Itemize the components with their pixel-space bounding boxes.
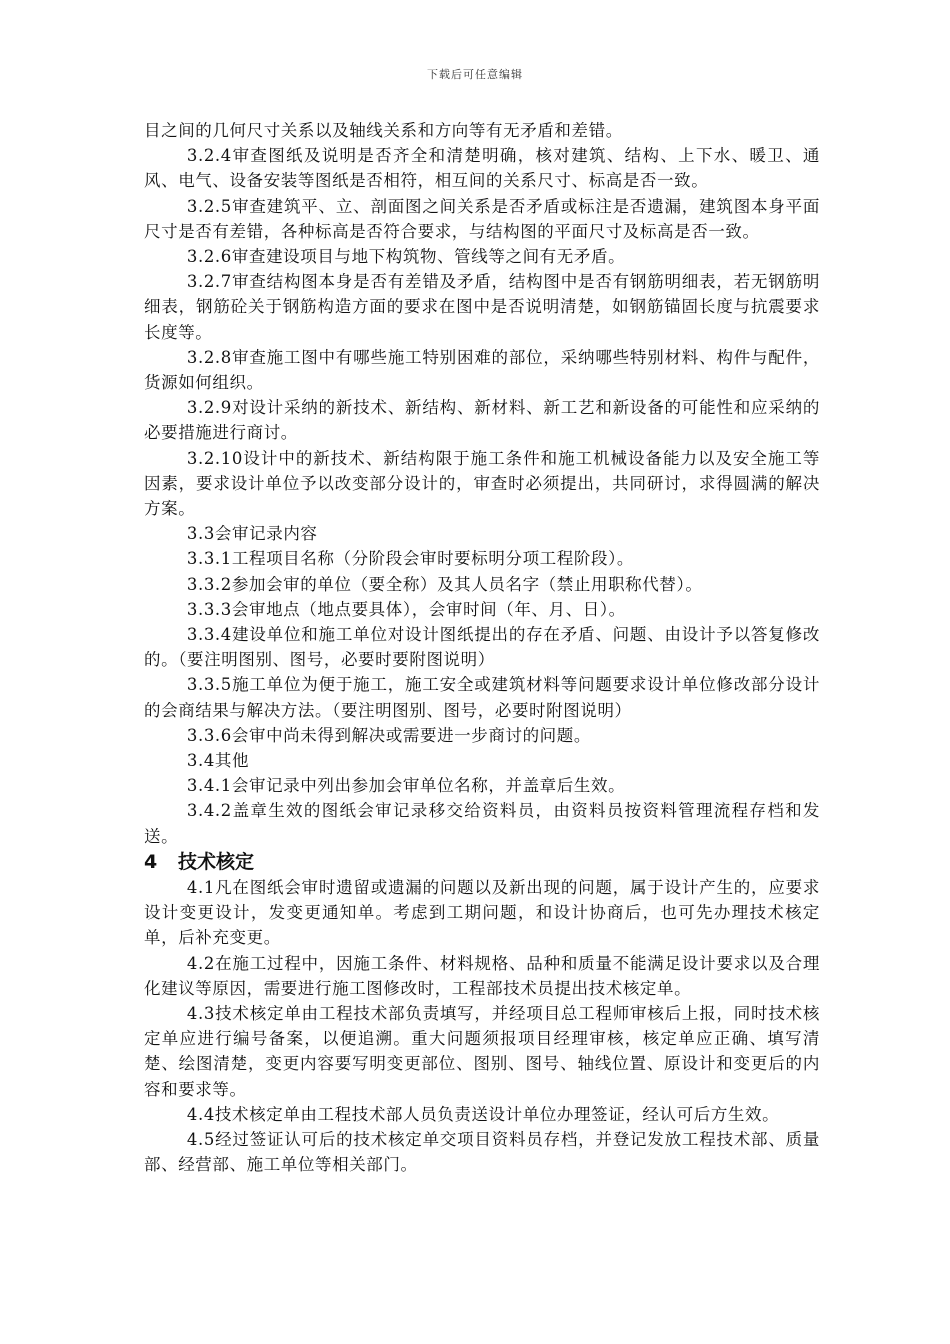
paragraph: 4.4技术核定单由工程技术部人员负责送设计单位办理签证，经认可后方生效。 (186, 1104, 780, 1124)
page-header: 下载后可任意编辑 (427, 68, 523, 81)
paragraph: 3.3.5施工单位为便于施工，施工安全或建筑材料等问题要求设计单位修改部分设计的会商结果与解决方法。（要注明图别、图号，必要时附图说明） (144, 675, 820, 720)
paragraph: 3.3.4建设单位和施工单位对设计图纸提出的存在矛盾、问题、由设计予以答复修改的。（要注明图别、图号，必要时要附图说明） (144, 625, 820, 670)
paragraph: 3.3.6会审中尚未得到解决或需要进一步商讨的问题。 (186, 725, 591, 745)
paragraph: 3.4.2盖章生效的图纸会审记录移交给资料员，由资料员按资料管理流程存档和发送。 (144, 801, 820, 846)
paragraph: 4.3技术核定单由工程技术部负责填写，并经项目总工程师审核后上报，同时技术核定单应进行编号备案，以便追溯。重大问题须报项目经理审核，核定单应正确、填写清楚、绘图清楚，变更内容要写明变更部位、图别、图号、轴线位置、原设计和变更后的内容和要求等。 (144, 1003, 820, 1099)
paragraph: 3.3.2参加会审的单位（要全称）及其人员名字（禁止用职称代替）。 (186, 574, 703, 594)
paragraph: 3.2.5审查建筑平、立、剖面图之间关系是否矛盾或标注是否遗漏，建筑图本身平面尺寸是否有差错，各种标高是否符合要求，与结构图的平面尺寸及标高是否一致。 (144, 196, 820, 241)
document-body (144, 118, 820, 1177)
paragraph: 目之间的几何尺寸关系以及轴线关系和方向等有无矛盾和差错。 (144, 121, 623, 140)
paragraph: 3.2.10设计中的新技术、新结构限于施工条件和施工机械设备能力以及安全施工等因素，要求设计单位予以改变部分设计的，审查时必须提出，共同研讨，求得圆满的解决方案。 (144, 448, 820, 519)
paragraph: 4.5经过签证认可后的技术核定单交项目资料员存档，并登记发放工程技术部、质量部、经营部、施工单位等相关部门。 (144, 1129, 820, 1175)
subsection-heading: 3.3会审记录内容 (186, 524, 318, 544)
section-title: 技术核定 (178, 850, 255, 873)
paragraph: 3.3.1工程项目名称（分阶段会审时要标明分项工程阶段）。 (186, 549, 635, 569)
paragraph: 4.2在施工过程中，因施工条件、材料规格、品种和质量不能满足设计要求以及合理化建议等原因，需要进行施工图修改时，工程部技术员提出技术核定单。 (144, 953, 820, 998)
subsection-heading: 3.4其他 (186, 751, 250, 771)
paragraph: 3.2.4审查图纸及说明是否齐全和清楚明确，核对建筑、结构、上下水、暖卫、通风、电气、设备安装等图纸是否相符，相互间的关系尺寸、标高是否一致。 (144, 146, 820, 191)
paragraph: 3.2.9对设计采纳的新技术、新结构、新材料、新工艺和新设备的可能性和应采纳的必要措施进行商讨。 (144, 398, 820, 443)
paragraph: 3.2.8审查施工图中有哪些施工特别困难的部位，采纳哪些特别材料、构件与配件，货源如何组织。 (144, 347, 820, 393)
paragraph: 3.4.1会审记录中列出参加会审单位名称，并盖章后生效。 (186, 776, 626, 796)
paragraph: 3.3.3会审地点（地点要具体），会审时间（年、月、日）。 (186, 599, 626, 619)
section-number: 4 (144, 850, 158, 873)
paragraph: 4.1凡在图纸会审时遗留或遗漏的问题以及新出现的问题，属于设计产生的，应要求设计变更设计，发变更通知单。考虑到工期问题，和设计协商后，也可先办理技术核定单，后补充变更。 (144, 877, 820, 948)
section-heading (144, 849, 820, 875)
paragraph: 3.2.6审查建设项目与地下构筑物、管线等之间有无矛盾。 (186, 247, 626, 267)
paragraph: 3.2.7审查结构图本身是否有差错及矛盾，结构图中是否有钢筋明细表，若无钢筋明细表，钢筋砼关于钢筋构造方面的要求在图中是否说明清楚，如钢筋锚固长度与抗震要求长度等。 (144, 272, 820, 342)
